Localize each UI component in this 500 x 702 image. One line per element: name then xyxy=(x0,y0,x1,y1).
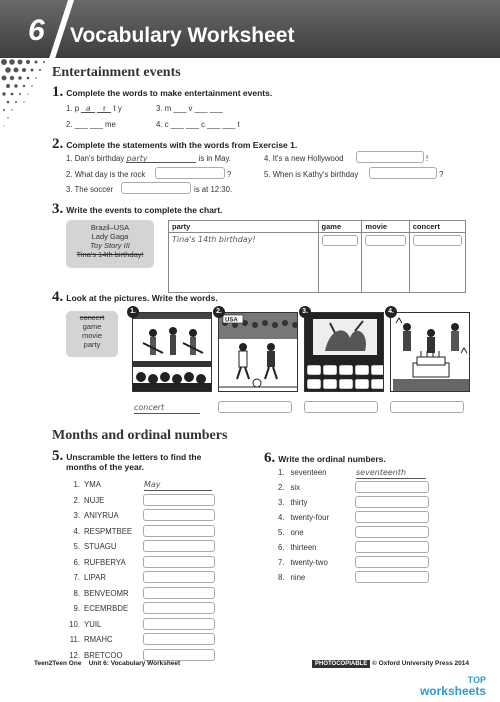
item-number: 3. xyxy=(278,498,285,507)
footer-book: Teen2Teen One xyxy=(34,660,82,667)
word-bank-item: Lady Gaga xyxy=(91,232,129,241)
picture-number-1: 1. xyxy=(127,306,139,318)
scrambled-word: ANIYRUA xyxy=(84,511,119,520)
ex2-answer-box-3[interactable] xyxy=(121,182,191,194)
ex5-item xyxy=(66,496,104,505)
word-bank-item: movie xyxy=(81,331,102,340)
cardinal-word: seventeen xyxy=(290,468,327,477)
item-number: 10. xyxy=(69,619,80,629)
cardinal-word: one xyxy=(290,528,304,537)
item-number: 4. xyxy=(73,526,80,536)
ex5-answer-box[interactable] xyxy=(143,602,215,614)
ex6-item xyxy=(278,558,328,567)
ex2-answer-blank[interactable]: party xyxy=(126,154,196,163)
ex5-item xyxy=(66,558,126,567)
item-number: 4. xyxy=(278,513,285,522)
ex1-answer-blank[interactable]: a xyxy=(81,104,95,113)
picture-number-2: 2. xyxy=(213,306,225,318)
statement-text: What day is the rock xyxy=(74,170,146,179)
picture-game xyxy=(218,312,298,392)
ex5-item xyxy=(66,651,123,660)
ex2-heading xyxy=(52,136,297,153)
item-number: 2. xyxy=(66,170,73,179)
ex4-number: 4. xyxy=(52,289,64,305)
sign-text: USA xyxy=(225,317,238,324)
ex5-item xyxy=(66,573,106,582)
ex2-answer-box-5[interactable] xyxy=(369,167,437,179)
ex5-item xyxy=(66,480,101,489)
ex6-item xyxy=(278,573,305,582)
footer-copyright: © Oxford University Press 2014 xyxy=(372,660,469,667)
ex1-item-text[interactable]: c ___ ___ c ___ ___ t xyxy=(164,120,240,129)
chart-header-game: game xyxy=(318,221,362,233)
item-number: 1. xyxy=(66,154,73,163)
ex5-item xyxy=(66,635,113,644)
ex5-item xyxy=(66,542,117,551)
ex4-answer-3[interactable] xyxy=(304,401,378,413)
ex6-item xyxy=(278,468,327,477)
cardinal-word: thirty xyxy=(290,498,308,507)
topworksheets-logo[interactable] xyxy=(420,676,486,697)
item-number: 4. xyxy=(264,154,271,163)
ex5-item xyxy=(66,620,101,629)
ex6-answer[interactable]: seventeenth xyxy=(356,468,426,479)
ex5-answer-box[interactable] xyxy=(143,525,215,537)
scrambled-word: YUIL xyxy=(84,619,102,629)
item-number: 6. xyxy=(73,557,80,567)
ex1-item-3 xyxy=(156,104,223,113)
picture-number-4: 4. xyxy=(385,306,397,318)
item-number: 12. xyxy=(69,650,80,660)
ex6-item xyxy=(278,498,307,507)
logo-top: TOP xyxy=(467,675,486,685)
item-number: 5. xyxy=(73,542,80,551)
item-number: 3. xyxy=(73,511,80,520)
ex6-answer-box[interactable] xyxy=(355,496,429,508)
ex2-punct: ? xyxy=(439,170,444,179)
word-bank-item-used: Tina's 14th birthday! xyxy=(76,250,144,259)
photocopiable-badge: PHOTOCOPIABLE xyxy=(312,660,370,668)
word-bank-item: game xyxy=(82,322,102,331)
ex5-item xyxy=(66,604,128,613)
chart-header-concert: concert xyxy=(409,221,465,233)
scrambled-word: BENVEOMR xyxy=(84,588,129,598)
scrambled-word: RESPMTBEE xyxy=(84,526,133,536)
item-number: 5. xyxy=(264,170,271,179)
item-number: 2. xyxy=(73,495,80,505)
ex6-number: 6. xyxy=(264,450,276,466)
footer-right xyxy=(312,660,469,667)
footer-unit: Unit 6: Vocabulary Worksheet xyxy=(88,660,181,667)
statement-text: The soccer xyxy=(74,185,114,194)
ex5-instruction-line1: Unscramble the letters to find the xyxy=(66,452,202,462)
ex1-item-4 xyxy=(156,120,240,129)
statement-text: It's a new Hollywood xyxy=(272,154,344,163)
item-number: 7. xyxy=(73,573,80,582)
ex2-punct: ! xyxy=(426,154,429,163)
ex2-item-5 xyxy=(264,170,358,179)
scrambled-word: BRETCOO xyxy=(84,650,123,660)
picture-party xyxy=(390,312,470,392)
cardinal-word: six xyxy=(290,483,301,492)
ex3-chart xyxy=(168,220,466,293)
ex1-item-text[interactable]: m ___ v ___ ___ xyxy=(164,104,223,113)
ex1-instruction: Complete the words to make entertainment events. xyxy=(66,88,273,98)
picture-number-3: 3. xyxy=(299,306,311,318)
item-number: 3. xyxy=(66,185,73,194)
ex5-number: 5. xyxy=(52,448,64,464)
ex6-heading xyxy=(264,450,386,467)
scrambled-word: NUJE xyxy=(84,495,105,505)
logo-bottom: worksheets xyxy=(419,684,486,698)
page-title: Vocabulary Worksheet xyxy=(70,24,295,47)
ex2-item-2 xyxy=(66,170,145,179)
ex6-answer-box[interactable] xyxy=(355,541,429,553)
item-number: 1. xyxy=(66,104,73,113)
ex5-answer-box[interactable] xyxy=(143,540,215,552)
item-number: 3. xyxy=(156,104,163,113)
ex5-heading-line2 xyxy=(66,462,144,472)
ex1-item-text[interactable]: ___ ___ me xyxy=(74,120,116,129)
cardinal-word: nine xyxy=(290,573,306,582)
unit-number: 6 xyxy=(28,14,45,47)
ex5-item xyxy=(66,527,132,536)
ex4-word-bank xyxy=(66,311,118,357)
ex5-answer-box[interactable] xyxy=(143,649,215,661)
scrambled-word: RUFBERYA xyxy=(84,557,126,567)
ex2-answer-box-2[interactable] xyxy=(155,167,225,179)
ex2-punct: ? xyxy=(227,170,232,179)
ex2-instruction: Complete the statements with the words from Exercise 1. xyxy=(66,140,298,150)
ex4-heading xyxy=(52,289,218,306)
letter: p xyxy=(74,104,80,113)
ex5-item xyxy=(66,589,129,598)
ex2-tail: is at 12:30. xyxy=(194,185,233,194)
item-number: 8. xyxy=(278,573,285,582)
section-title-months: Months and ordinal numbers xyxy=(52,428,228,443)
item-number: 7. xyxy=(278,558,285,567)
scrambled-word: LIPAR xyxy=(84,573,106,582)
chart-example-answer: Tina's 14th birthday! xyxy=(172,235,256,244)
scrambled-word: YMA xyxy=(84,480,101,489)
item-number: 1. xyxy=(278,468,285,477)
cardinal-word: twenty-four xyxy=(290,513,330,522)
ex2-number: 2. xyxy=(52,136,64,152)
ex6-item xyxy=(278,543,317,552)
item-number: 8. xyxy=(73,588,80,598)
letter: t y xyxy=(113,104,122,113)
item-number: 4. xyxy=(156,120,163,129)
word-bank-item-used: concert xyxy=(79,313,105,322)
chart-cell-game[interactable] xyxy=(318,233,362,293)
ex1-heading xyxy=(52,84,272,101)
ex6-answer-box[interactable] xyxy=(355,526,429,538)
chart-cell-movie[interactable] xyxy=(362,233,409,293)
ex6-item xyxy=(278,483,300,492)
item-number: 1. xyxy=(73,480,80,489)
item-number: 9. xyxy=(73,604,80,613)
ex4-answer-4[interactable] xyxy=(390,401,464,413)
ex2-item-4 xyxy=(264,154,344,163)
page-header xyxy=(0,0,500,58)
word-bank-item: Toy Story III xyxy=(90,241,130,250)
ex5-answer[interactable]: May xyxy=(144,480,212,491)
ex5-answer-box[interactable] xyxy=(143,571,215,583)
item-number: 2. xyxy=(66,120,73,129)
ex2-answer-box-4[interactable] xyxy=(356,151,424,163)
statement-text: Dan's birthday xyxy=(74,154,125,163)
item-number: 2. xyxy=(278,483,285,492)
ex3-heading xyxy=(52,201,222,218)
ex4-answer-1[interactable]: concert xyxy=(134,403,200,414)
ex3-word-bank xyxy=(66,220,154,268)
ex6-instruction: Write the ordinal numbers. xyxy=(278,454,386,464)
statement-text: is in May. xyxy=(198,154,231,163)
ex6-answer-box[interactable] xyxy=(355,511,429,523)
ex5-answer-box[interactable] xyxy=(143,587,215,599)
chart-cell-concert[interactable] xyxy=(409,233,465,293)
ex5-answer-box[interactable] xyxy=(143,556,215,568)
ex1-item-1 xyxy=(66,104,122,113)
scrambled-word: STUAGU xyxy=(84,542,117,551)
scrambled-word: RMAHC xyxy=(84,635,113,644)
ex3-number: 3. xyxy=(52,201,64,217)
ex5-answer-box[interactable] xyxy=(143,633,215,645)
ex1-item-2 xyxy=(66,120,116,129)
statement-text: When is Kathy's birthday xyxy=(272,170,359,179)
ex4-instruction: Look at the pictures. Write the words. xyxy=(66,293,218,303)
ex6-answer-box[interactable] xyxy=(355,556,429,568)
word-bank-item: party xyxy=(83,340,101,349)
footer-left xyxy=(34,660,180,667)
ex6-answer-box[interactable] xyxy=(355,481,429,493)
cardinal-word: thirteen xyxy=(290,543,317,552)
ex3-instruction: Write the events to complete the chart. xyxy=(66,205,223,215)
ex6-item xyxy=(278,513,329,522)
ex5-answer-box[interactable] xyxy=(143,509,215,521)
item-number: 6. xyxy=(278,543,285,552)
ex6-item xyxy=(278,528,304,537)
word-bank-item: Brazil–USA xyxy=(90,223,130,232)
cardinal-word: twenty-two xyxy=(290,558,328,567)
chart-header-movie: movie xyxy=(362,221,409,233)
chart-header-party: party xyxy=(169,221,319,233)
item-number: 11. xyxy=(69,635,80,644)
ex5-instruction-line2: months of the year. xyxy=(66,462,144,472)
letter-blank[interactable]: r xyxy=(97,104,111,113)
item-number: 5. xyxy=(278,528,285,537)
ex1-number: 1. xyxy=(52,84,64,100)
section-title-entertainment: Entertainment events xyxy=(52,65,181,80)
picture-movie xyxy=(304,312,384,392)
ex5-item xyxy=(66,511,119,520)
ex2-item-1 xyxy=(66,154,231,163)
ex2-item-3 xyxy=(66,185,113,194)
ex4-answer-2[interactable] xyxy=(218,401,292,413)
ex5-answer-box[interactable] xyxy=(143,494,215,506)
chart-cell-party[interactable] xyxy=(169,233,319,293)
ex5-answer-box[interactable] xyxy=(143,618,215,630)
scrambled-word: ECEMRBDE xyxy=(84,604,129,613)
picture-concert xyxy=(132,312,212,392)
ex6-answer-box[interactable] xyxy=(355,571,429,583)
